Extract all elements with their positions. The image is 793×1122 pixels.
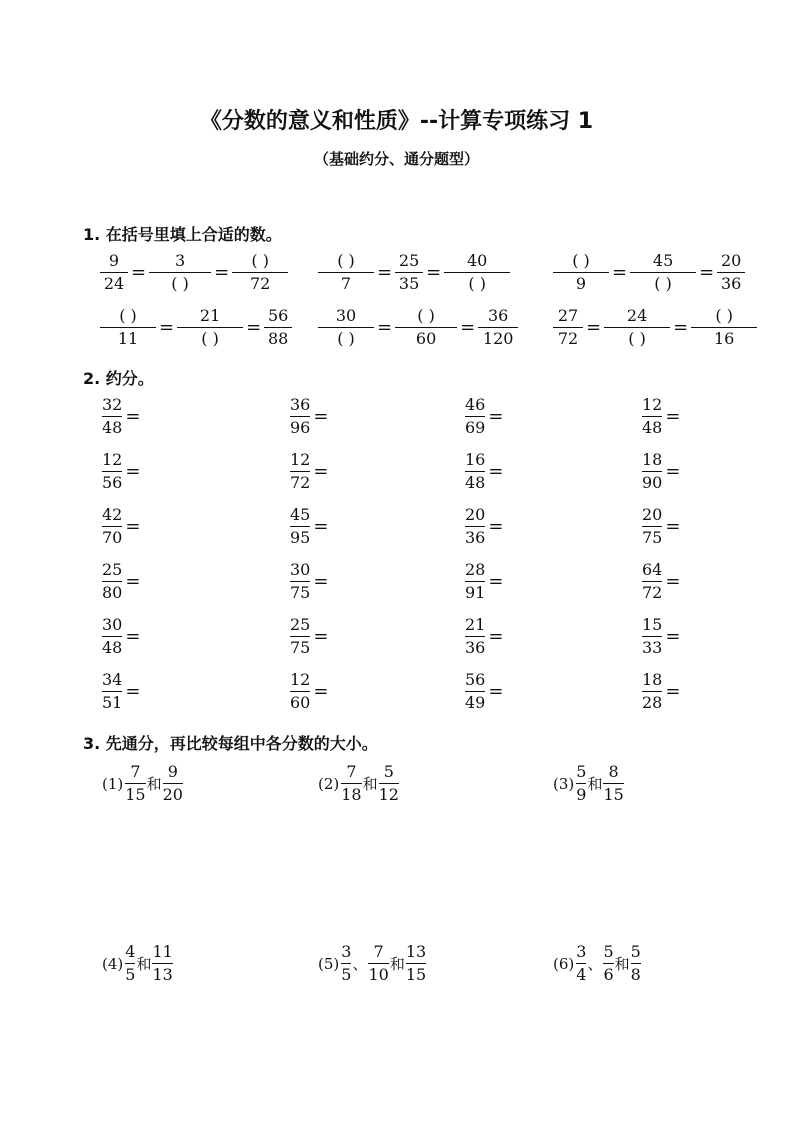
fraction bbox=[290, 617, 310, 656]
fraction bbox=[341, 764, 361, 803]
answer-space[interactable] bbox=[683, 510, 743, 544]
denominator: 9 bbox=[576, 785, 587, 804]
fraction bbox=[290, 562, 310, 601]
equals-sign: = bbox=[488, 406, 504, 427]
fraction bbox=[102, 562, 122, 601]
fraction bbox=[630, 253, 696, 292]
answer-space[interactable] bbox=[331, 565, 391, 599]
equals-sign: = bbox=[125, 406, 141, 427]
denominator: 49 bbox=[465, 693, 486, 712]
numerator: 30 bbox=[290, 560, 311, 579]
numerator: 13 bbox=[405, 942, 427, 961]
equals-sign: = bbox=[488, 626, 504, 647]
equals-sign: = bbox=[159, 317, 175, 338]
denominator[interactable]: ( ) bbox=[604, 327, 670, 347]
equals-sign: = bbox=[488, 571, 504, 592]
fraction bbox=[465, 672, 485, 711]
answer-space[interactable] bbox=[683, 565, 743, 599]
answer-space[interactable] bbox=[506, 675, 566, 709]
denominator: 5 bbox=[341, 965, 352, 984]
item-label: (5) bbox=[318, 954, 340, 973]
denominator: 72 bbox=[290, 473, 311, 492]
denominator: 35 bbox=[395, 272, 423, 292]
fraction bbox=[465, 562, 485, 601]
and-word: 和 bbox=[146, 775, 162, 793]
denominator: 15 bbox=[405, 965, 427, 984]
fraction bbox=[102, 672, 122, 711]
denominator: 48 bbox=[102, 418, 123, 437]
equals-sign: = bbox=[426, 262, 442, 283]
numerator: 56 bbox=[268, 306, 289, 325]
answer-space[interactable] bbox=[143, 620, 203, 654]
equals-sign: = bbox=[665, 681, 681, 702]
numerator: 12 bbox=[290, 670, 311, 689]
answer-space[interactable] bbox=[506, 400, 566, 434]
denominator: 95 bbox=[290, 528, 311, 547]
equals-sign: = bbox=[586, 317, 602, 338]
numerator: 28 bbox=[465, 560, 486, 579]
numerator: 7 bbox=[346, 762, 357, 781]
fraction bbox=[603, 944, 613, 983]
denominator: 36 bbox=[717, 272, 745, 292]
answer-space[interactable] bbox=[143, 400, 203, 434]
equals-sign: = bbox=[313, 406, 329, 427]
numerator: 18 bbox=[642, 450, 663, 469]
simplify-item bbox=[102, 507, 203, 546]
simplify-item bbox=[102, 672, 203, 711]
equals-sign: = bbox=[665, 516, 681, 537]
fraction bbox=[717, 253, 745, 292]
fraction bbox=[152, 944, 172, 983]
simplify-item bbox=[465, 617, 566, 656]
numerator: 3 bbox=[341, 942, 352, 961]
and-word: 和 bbox=[362, 775, 378, 793]
answer-space[interactable] bbox=[143, 455, 203, 489]
compare-item bbox=[102, 944, 173, 983]
denominator: 36 bbox=[465, 528, 486, 547]
denominator: 33 bbox=[642, 638, 663, 657]
denominator: 6 bbox=[603, 965, 614, 984]
simplify-item bbox=[290, 452, 391, 491]
answer-space[interactable] bbox=[506, 620, 566, 654]
answer-space[interactable] bbox=[683, 455, 743, 489]
simplify-item bbox=[290, 562, 391, 601]
numerator: 36 bbox=[290, 395, 311, 414]
fraction bbox=[395, 308, 457, 347]
simplify-item bbox=[642, 562, 743, 601]
denominator: 96 bbox=[290, 418, 311, 437]
numerator: 45 bbox=[290, 505, 311, 524]
numerator[interactable]: ( ) bbox=[337, 251, 355, 270]
compare-item bbox=[553, 764, 624, 803]
answer-space[interactable] bbox=[143, 510, 203, 544]
equals-sign: = bbox=[699, 262, 715, 283]
fraction bbox=[642, 397, 662, 436]
fraction bbox=[102, 617, 122, 656]
compare-item bbox=[318, 944, 426, 983]
numerator: 5 bbox=[383, 762, 394, 781]
numerator: 21 bbox=[465, 615, 486, 634]
section2-heading: 2. 约分。 bbox=[83, 369, 154, 388]
numerator: 46 bbox=[465, 395, 486, 414]
answer-space[interactable] bbox=[683, 675, 743, 709]
numerator: 32 bbox=[102, 395, 123, 414]
equals-sign: = bbox=[488, 461, 504, 482]
numerator: 12 bbox=[642, 395, 663, 414]
fraction bbox=[395, 253, 423, 292]
numerator[interactable]: ( ) bbox=[119, 306, 137, 325]
numerator: 5 bbox=[630, 942, 641, 961]
numerator: 42 bbox=[102, 505, 123, 524]
fraction bbox=[604, 308, 670, 347]
compare-item bbox=[553, 944, 641, 983]
denominator: 75 bbox=[642, 528, 663, 547]
numerator: 30 bbox=[335, 306, 357, 325]
equals-sign: = bbox=[488, 516, 504, 537]
denominator: 60 bbox=[290, 693, 311, 712]
numerator: 12 bbox=[290, 450, 311, 469]
fraction bbox=[149, 253, 211, 292]
fraction bbox=[642, 672, 662, 711]
denominator: 69 bbox=[465, 418, 486, 437]
denominator: 13 bbox=[152, 965, 173, 984]
fraction bbox=[642, 562, 662, 601]
equals-sign: = bbox=[125, 571, 141, 592]
simplify-item bbox=[642, 617, 743, 656]
numerator: 16 bbox=[465, 450, 486, 469]
equals-sign: = bbox=[125, 681, 141, 702]
simplify-item bbox=[465, 562, 566, 601]
numerator: 7 bbox=[130, 762, 141, 781]
fraction bbox=[603, 764, 623, 803]
fraction bbox=[125, 944, 135, 983]
denominator: 75 bbox=[290, 638, 311, 657]
answer-space[interactable] bbox=[331, 400, 391, 434]
fraction bbox=[102, 507, 122, 546]
simplify-item bbox=[465, 507, 566, 546]
equals-sign: = bbox=[313, 626, 329, 647]
numerator: 30 bbox=[102, 615, 123, 634]
compare-item bbox=[102, 764, 183, 803]
comma-separator: 、 bbox=[352, 955, 368, 973]
denominator: 88 bbox=[264, 327, 292, 347]
denominator: 75 bbox=[290, 583, 311, 602]
fraction bbox=[478, 308, 518, 347]
numerator: 7 bbox=[373, 942, 384, 961]
simplify-item bbox=[642, 397, 743, 436]
numerator: 15 bbox=[642, 615, 663, 634]
simplify-item bbox=[290, 507, 391, 546]
fraction bbox=[642, 507, 662, 546]
answer-space[interactable] bbox=[683, 400, 743, 434]
simplify-item bbox=[465, 672, 566, 711]
numerator: 20 bbox=[465, 505, 486, 524]
fraction bbox=[177, 308, 243, 347]
fraction bbox=[290, 507, 310, 546]
fraction bbox=[691, 308, 757, 347]
equals-sign: = bbox=[125, 516, 141, 537]
equals-sign: = bbox=[125, 626, 141, 647]
fill-in-equation bbox=[318, 308, 518, 347]
fill-in-equation bbox=[100, 308, 292, 347]
numerator: 56 bbox=[465, 670, 486, 689]
fill-in-equation bbox=[100, 253, 288, 292]
fraction bbox=[232, 253, 288, 292]
item-label: (1) bbox=[102, 774, 124, 793]
fraction bbox=[631, 944, 641, 983]
numerator: 3 bbox=[175, 251, 186, 270]
simplify-item bbox=[465, 452, 566, 491]
numerator: 36 bbox=[488, 306, 509, 325]
fraction bbox=[642, 617, 662, 656]
numerator: 64 bbox=[642, 560, 663, 579]
denominator: 4 bbox=[576, 965, 587, 984]
numerator: 4 bbox=[125, 942, 136, 961]
simplify-item bbox=[102, 562, 203, 601]
and-word: 和 bbox=[614, 955, 630, 973]
equals-sign: = bbox=[665, 571, 681, 592]
equals-sign: = bbox=[313, 571, 329, 592]
answer-space[interactable] bbox=[331, 510, 391, 544]
fraction bbox=[125, 764, 145, 803]
fill-in-equation bbox=[318, 253, 510, 292]
numerator: 18 bbox=[642, 670, 663, 689]
denominator: 48 bbox=[102, 638, 123, 657]
answer-space[interactable] bbox=[506, 455, 566, 489]
denominator: 15 bbox=[603, 785, 624, 804]
fraction bbox=[465, 617, 485, 656]
simplify-item bbox=[642, 672, 743, 711]
page-title: 《分数的意义和性质》--计算专项练习 1 bbox=[199, 109, 594, 134]
fraction bbox=[318, 253, 374, 292]
numerator: 20 bbox=[721, 251, 742, 270]
equals-sign: = bbox=[313, 461, 329, 482]
denominator: 48 bbox=[465, 473, 486, 492]
fraction bbox=[553, 308, 583, 347]
numerator: 25 bbox=[102, 560, 123, 579]
numerator[interactable]: ( ) bbox=[572, 251, 590, 270]
item-label: (3) bbox=[553, 774, 575, 793]
fraction bbox=[444, 253, 510, 292]
denominator: 15 bbox=[125, 785, 146, 804]
denominator: 48 bbox=[642, 418, 663, 437]
denominator: 56 bbox=[102, 473, 123, 492]
denominator: 11 bbox=[100, 327, 156, 347]
and-word: 和 bbox=[587, 775, 603, 793]
denominator: 8 bbox=[630, 965, 641, 984]
section1-heading: 1. 在括号里填上合适的数。 bbox=[83, 225, 282, 244]
fraction bbox=[100, 253, 128, 292]
fraction bbox=[100, 308, 156, 347]
numerator: 27 bbox=[557, 306, 579, 325]
numerator[interactable]: ( ) bbox=[715, 306, 733, 325]
numerator: 25 bbox=[290, 615, 311, 634]
fraction bbox=[290, 672, 310, 711]
answer-space[interactable] bbox=[331, 455, 391, 489]
fraction bbox=[102, 397, 122, 436]
simplify-item bbox=[465, 397, 566, 436]
fill-in-equation bbox=[553, 253, 745, 292]
fraction bbox=[465, 397, 485, 436]
item-label: (2) bbox=[318, 774, 340, 793]
equals-sign: = bbox=[313, 681, 329, 702]
fraction bbox=[341, 944, 351, 983]
fill-in-equation bbox=[553, 308, 757, 347]
denominator: 51 bbox=[102, 693, 123, 712]
section3-heading: 3. 先通分，再比较每组中各分数的大小。 bbox=[83, 734, 378, 753]
numerator: 20 bbox=[642, 505, 663, 524]
compare-item bbox=[318, 764, 399, 803]
denominator: 91 bbox=[465, 583, 486, 602]
denominator: 28 bbox=[642, 693, 663, 712]
denominator: 80 bbox=[102, 583, 123, 602]
denominator[interactable]: ( ) bbox=[444, 272, 510, 292]
fraction bbox=[576, 944, 586, 983]
numerator: 3 bbox=[576, 942, 587, 961]
fraction bbox=[465, 452, 485, 491]
answer-space[interactable] bbox=[143, 565, 203, 599]
numerator: 8 bbox=[608, 762, 619, 781]
equals-sign: = bbox=[377, 262, 393, 283]
answer-space[interactable] bbox=[506, 565, 566, 599]
denominator: 72 bbox=[232, 272, 288, 292]
equals-sign: = bbox=[131, 262, 147, 283]
denominator: 12 bbox=[378, 785, 399, 804]
item-label: (4) bbox=[102, 954, 124, 973]
equals-sign: = bbox=[665, 626, 681, 647]
answer-space[interactable] bbox=[506, 510, 566, 544]
comma-separator: 、 bbox=[587, 955, 603, 973]
numerator: 24 bbox=[626, 306, 648, 325]
denominator: 9 bbox=[553, 272, 609, 292]
numerator: 5 bbox=[603, 942, 614, 961]
denominator[interactable]: ( ) bbox=[149, 272, 211, 292]
numerator[interactable]: ( ) bbox=[417, 306, 435, 325]
equals-sign: = bbox=[488, 681, 504, 702]
equals-sign: = bbox=[665, 461, 681, 482]
numerator: 9 bbox=[167, 762, 178, 781]
fraction bbox=[368, 944, 388, 983]
equals-sign: = bbox=[246, 317, 262, 338]
numerator: 12 bbox=[102, 450, 123, 469]
denominator: 60 bbox=[395, 327, 457, 347]
denominator: 72 bbox=[642, 583, 663, 602]
fraction bbox=[318, 308, 374, 347]
denominator: 18 bbox=[341, 785, 362, 804]
denominator: 90 bbox=[642, 473, 663, 492]
denominator: 20 bbox=[162, 785, 183, 804]
numerator: 40 bbox=[467, 251, 488, 270]
numerator: 45 bbox=[652, 251, 674, 270]
simplify-item bbox=[642, 452, 743, 491]
denominator[interactable]: ( ) bbox=[177, 327, 243, 347]
simplify-item bbox=[290, 397, 391, 436]
numerator: 34 bbox=[102, 670, 123, 689]
answer-space[interactable] bbox=[683, 620, 743, 654]
simplify-item bbox=[102, 617, 203, 656]
equals-sign: = bbox=[125, 461, 141, 482]
answer-space[interactable] bbox=[143, 675, 203, 709]
item-label: (6) bbox=[553, 954, 575, 973]
fraction bbox=[465, 507, 485, 546]
denominator: 70 bbox=[102, 528, 123, 547]
and-word: 和 bbox=[389, 955, 405, 973]
denominator: 10 bbox=[368, 965, 389, 984]
simplify-item bbox=[102, 397, 203, 436]
simplify-item bbox=[102, 452, 203, 491]
answer-space[interactable] bbox=[331, 675, 391, 709]
fraction bbox=[264, 308, 292, 347]
fraction bbox=[379, 764, 399, 803]
simplify-item bbox=[642, 507, 743, 546]
equals-sign: = bbox=[673, 317, 689, 338]
denominator: 24 bbox=[100, 272, 128, 292]
denominator: 7 bbox=[318, 272, 374, 292]
numerator: 9 bbox=[108, 251, 120, 270]
fraction bbox=[406, 944, 426, 983]
equals-sign: = bbox=[460, 317, 476, 338]
denominator: 36 bbox=[465, 638, 486, 657]
numerator: 21 bbox=[199, 306, 221, 325]
numerator: 25 bbox=[398, 251, 420, 270]
equals-sign: = bbox=[214, 262, 230, 283]
fraction bbox=[642, 452, 662, 491]
answer-space[interactable] bbox=[331, 620, 391, 654]
fraction bbox=[102, 452, 122, 491]
fraction bbox=[290, 452, 310, 491]
fraction bbox=[290, 397, 310, 436]
fraction bbox=[576, 764, 586, 803]
denominator: 120 bbox=[478, 327, 518, 347]
simplify-item bbox=[290, 617, 391, 656]
denominator: 72 bbox=[553, 327, 583, 347]
equals-sign: = bbox=[313, 516, 329, 537]
page-subtitle: （基础约分、通分题型） bbox=[313, 150, 479, 168]
denominator[interactable]: ( ) bbox=[318, 327, 374, 347]
fraction bbox=[163, 764, 183, 803]
denominator: 16 bbox=[691, 327, 757, 347]
simplify-item bbox=[290, 672, 391, 711]
fraction bbox=[553, 253, 609, 292]
equals-sign: = bbox=[665, 406, 681, 427]
denominator[interactable]: ( ) bbox=[630, 272, 696, 292]
equals-sign: = bbox=[612, 262, 628, 283]
numerator: 11 bbox=[152, 942, 173, 961]
numerator[interactable]: ( ) bbox=[251, 251, 269, 270]
denominator: 5 bbox=[125, 965, 136, 984]
equals-sign: = bbox=[377, 317, 393, 338]
and-word: 和 bbox=[136, 955, 152, 973]
numerator: 5 bbox=[576, 762, 587, 781]
